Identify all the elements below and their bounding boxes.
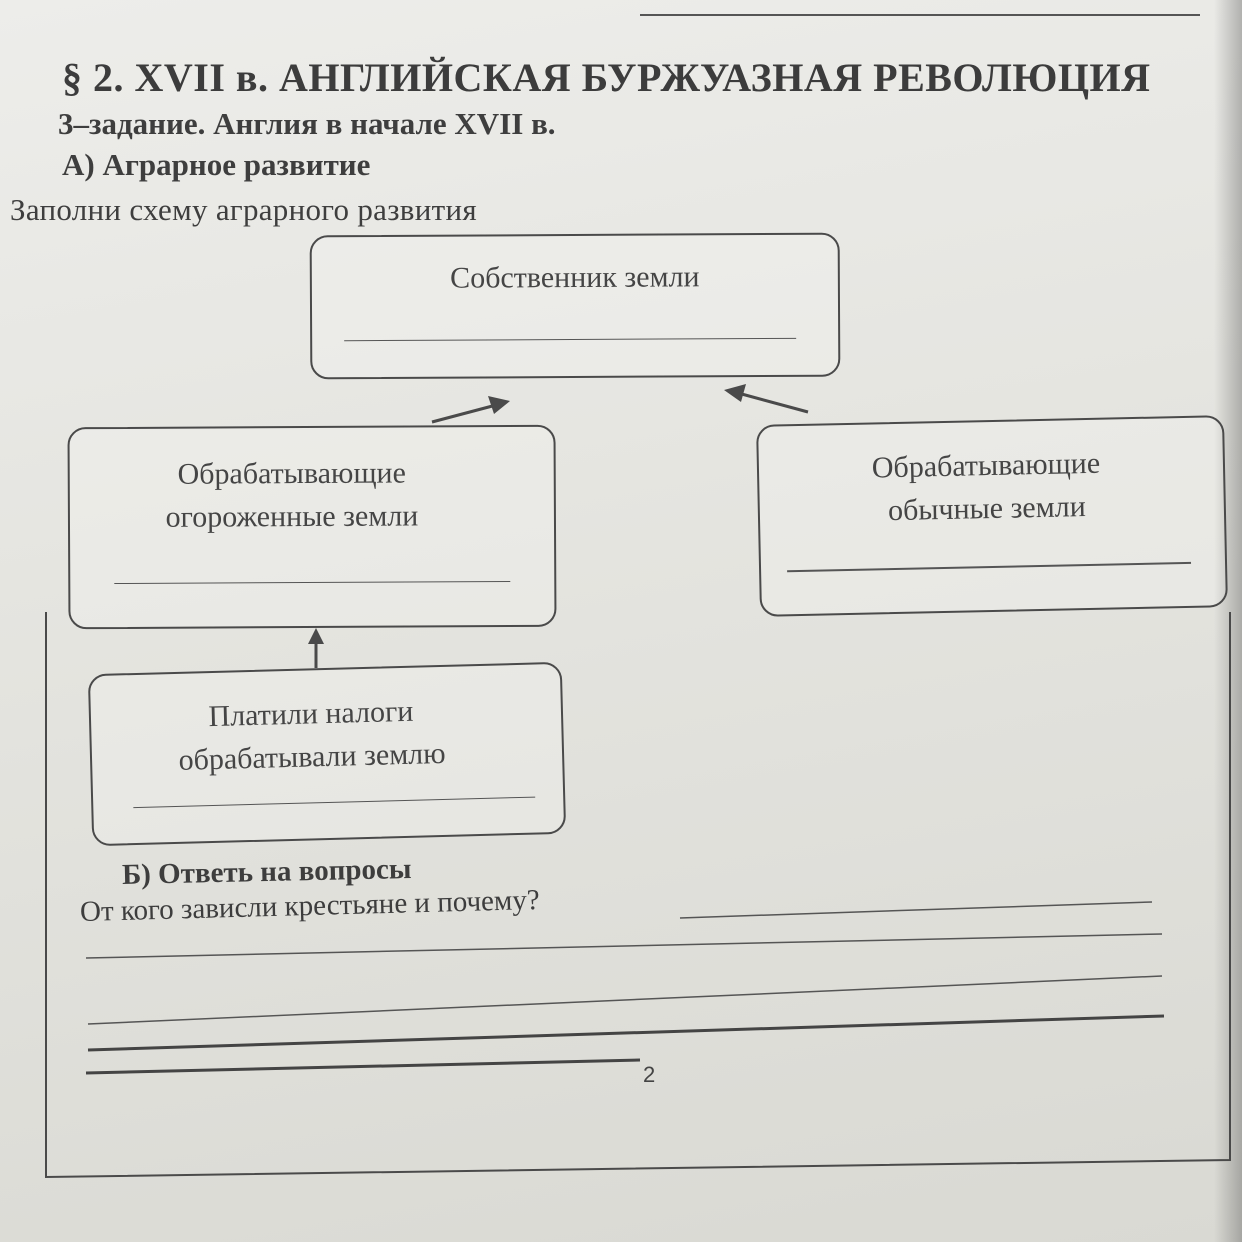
subsection-b-title: Б) Ответь на вопросы [121,852,412,892]
section-title: § 2. XVII в. АНГЛИЙСКАЯ БУРЖУАЗНАЯ РЕВОЛЮЦИЯ [62,55,1151,100]
answer-line-1 [680,902,1152,918]
answer-line-2 [86,934,1162,958]
common-lands-label: Обрабатывающие обычные земли [871,446,1101,528]
taxes-label: Платили налоги обрабатывали землю [178,694,446,777]
task-title: 3–задание. Англия в начале XVII в. [58,106,556,141]
enclosed-lands-label: Обрабатывающие огороженные земли [165,456,419,534]
page-number: 2 [643,1062,656,1087]
owner-box-label: Собственник земли [450,260,700,295]
answer-line-4 [88,1016,1164,1050]
answer-line-3 [88,976,1162,1024]
page-edge-shadow [1214,0,1242,1242]
question-1-text: От кого зависли крестьяне и почему? [79,883,541,929]
answer-line-5 [86,1060,640,1073]
instruction-text: Заполни схему аграрного развития [10,192,477,227]
subsection-a-title: А) Аграрное развитие [62,147,371,182]
